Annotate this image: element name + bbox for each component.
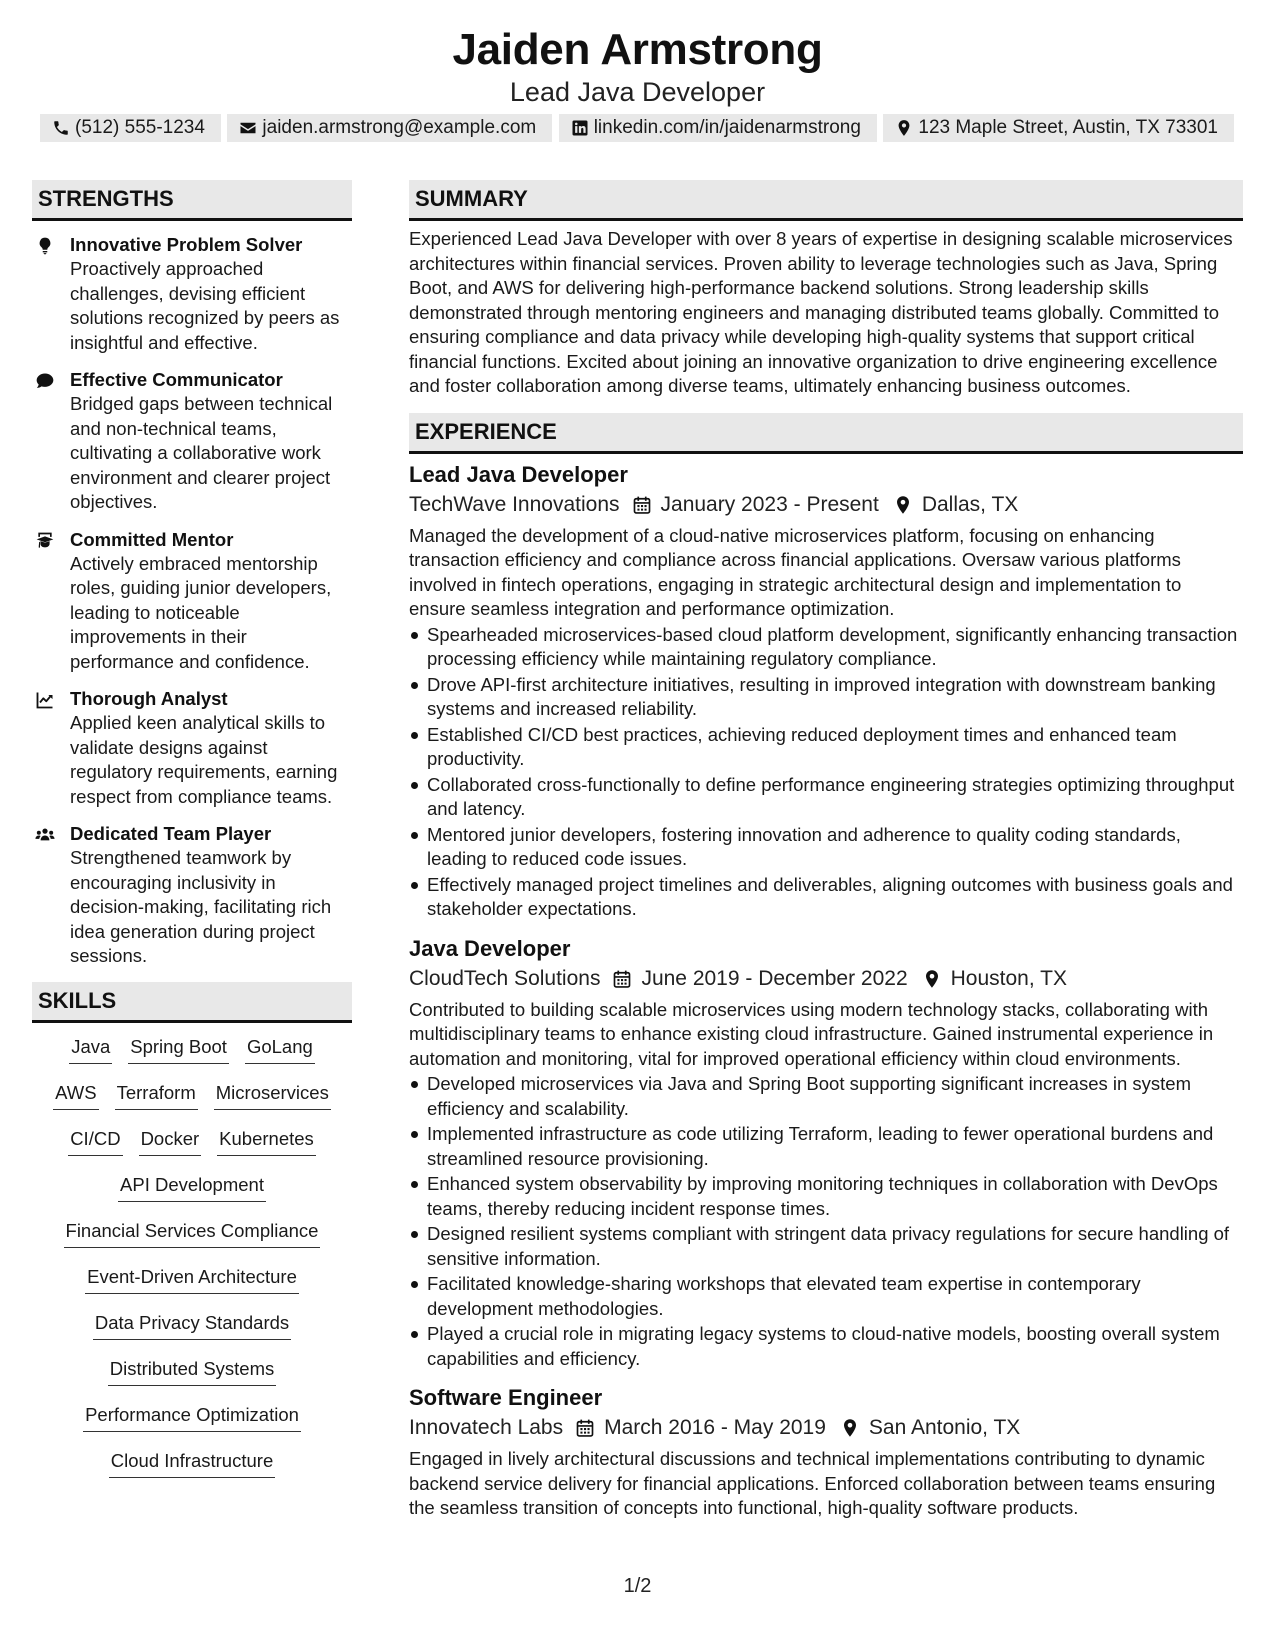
- strengths-list: [32, 233, 352, 969]
- map-pin-icon: [922, 969, 942, 989]
- resume-header: [0, 22, 1275, 108]
- right-column: [409, 180, 1243, 1521]
- page-number: 1/2: [623, 1575, 652, 1597]
- job-bullet: Played a crucial role in migrating legacy systems to cloud-native models, boosting overall system capabilities and efficiency.: [409, 1322, 1243, 1371]
- job-dates: January 2023 - Present: [660, 492, 879, 516]
- candidate-title: Lead Java Developer: [509, 77, 766, 107]
- job-meta: [409, 1413, 1243, 1443]
- strength-item: [32, 822, 352, 969]
- skill-tag: CI/CD: [68, 1127, 122, 1156]
- job-bullet: Facilitated knowledge-sharing workshops that elevated team expertise in contemporary development methodologies.: [409, 1272, 1243, 1321]
- strength-description: Strengthened teamwork by encouraging inclusivity in decision-making, facilitating rich idea generation during project sessions.: [70, 847, 332, 966]
- job-bullets: [409, 1072, 1243, 1371]
- job-meta: [409, 490, 1243, 520]
- job-dates: June 2019 - December 2022: [641, 966, 908, 990]
- phone-icon: [52, 119, 70, 137]
- skill-tag: Financial Services Compliance: [64, 1219, 321, 1248]
- job-bullet: Implemented infrastructure as code utilizing Terraform, leading to fewer operational burdens and streamlined resource provisioning.: [409, 1122, 1243, 1171]
- job-title: Lead Java Developer: [409, 461, 628, 487]
- job-company: CloudTech Solutions: [409, 966, 601, 990]
- strength-title: Innovative Problem Solver: [70, 234, 303, 255]
- job-description: Managed the development of a cloud-native microservices platform, focusing on enhancing transaction efficiency and compliance across financial applications. Oversaw various platforms involved in fintech operations, engaging in strategic architectural design and implementation to ensure seamless integration and performance optimization.: [409, 524, 1182, 619]
- skill-tag: Java: [69, 1035, 112, 1064]
- job-location: Houston, TX: [950, 966, 1067, 990]
- strength-description: Proactively approached challenges, devising efficient solutions recognized by peers as insightful and effective.: [70, 258, 340, 353]
- strength-title: Dedicated Team Player: [70, 823, 272, 844]
- contact-phone[interactable]: [40, 114, 221, 142]
- skill-tag: Distributed Systems: [108, 1357, 277, 1386]
- map-pin-icon: [840, 1418, 860, 1438]
- candidate-name: Jaiden Armstrong: [452, 25, 823, 74]
- left-column: [32, 180, 352, 1495]
- map-pin-icon: [895, 119, 913, 137]
- job-location: Dallas, TX: [921, 492, 1019, 516]
- job-bullet: Mentored junior developers, fostering innovation and adherence to quality coding standards, leading to reduced code issues.: [409, 823, 1243, 872]
- strengths-heading: STRENGTHS: [32, 180, 352, 221]
- strength-item: [32, 687, 352, 809]
- skill-tag: Kubernetes: [217, 1127, 316, 1156]
- job-bullet: Effectively managed project timelines and deliverables, aligning outcomes with business goals and stakeholder expectations.: [409, 873, 1243, 922]
- skill-tag: Data Privacy Standards: [93, 1311, 291, 1340]
- job-meta: [409, 964, 1243, 994]
- job-bullet: Collaborated cross-functionally to define performance engineering strategies optimizing throughput and latency.: [409, 773, 1243, 822]
- job-bullet: Spearheaded microservices-based cloud platform development, significantly enhancing transaction processing efficiency while maintaining regulatory compliance.: [409, 623, 1243, 672]
- skill-tag: Cloud Infrastructure: [109, 1449, 275, 1478]
- calendar-icon: [575, 1418, 595, 1438]
- strength-title: Thorough Analyst: [70, 688, 228, 709]
- skill-tag: Spring Boot: [128, 1035, 229, 1064]
- line-chart-icon: [35, 690, 55, 710]
- graduation-cap-icon: [35, 531, 55, 551]
- strength-item: [32, 528, 352, 675]
- skills-heading: SKILLS: [32, 982, 352, 1023]
- contact-address: [883, 114, 1234, 142]
- job-title: Software Engineer: [409, 1385, 603, 1410]
- job-entry: [409, 460, 1243, 922]
- strength-description: Applied keen analytical skills to validate designs against regulatory requirements, earning respect from compliance teams.: [70, 712, 338, 807]
- contact-linkedin-text: linkedin.com/in/jaidenarmstrong: [593, 117, 861, 138]
- calendar-icon: [612, 969, 632, 989]
- strength-item: [32, 233, 352, 355]
- contact-email-text: jaiden.armstrong@example.com: [262, 117, 537, 138]
- skills-list: [32, 1023, 352, 1495]
- strength-description: Bridged gaps between technical and non-technical teams, cultivating a collaborative work environment and clearer project objectives.: [70, 393, 333, 512]
- skill-tag: Microservices: [214, 1081, 331, 1110]
- job-company: Innovatech Labs: [409, 1416, 564, 1439]
- skill-tag: Terraform: [115, 1081, 198, 1110]
- job-title: Java Developer: [409, 935, 571, 961]
- job-company: TechWave Innovations: [409, 492, 620, 516]
- summary-text: Experienced Lead Java Developer with over 8 years of expertise in designing scalable microservices architectures within financial services. Proven ability to leverage technologies such as Java, Spring Boot, and AWS for delivering high-performance backend solutions. Strong leadership skills demonstrated through mentoring engineers and managing distributed teams globally. Committed to ensuring compliance and data privacy while developing high-quality systems that support critical financial functions. Excited about joining an innovative organization to drive engineering excellence and foster collaboration among diverse teams, ultimately enhancing business outcomes.: [409, 228, 1233, 396]
- job-bullet: Developed microservices via Java and Spring Boot supporting significant increases in system efficiency and scalability.: [409, 1072, 1243, 1121]
- strength-title: Committed Mentor: [70, 528, 234, 550]
- job-entry: [409, 1383, 1243, 1521]
- job-bullet: Established CI/CD best practices, achieving reduced deployment times and enhanced team productivity.: [409, 723, 1243, 772]
- strength-item: [32, 368, 352, 515]
- strength-description: Actively embraced mentorship roles, guiding junior developers, leading to noticeable improvements in their performance and confidence.: [70, 552, 332, 672]
- job-location: San Antonio, TX: [868, 1416, 1021, 1439]
- calendar-icon: [632, 495, 652, 515]
- job-entry: [409, 934, 1243, 1372]
- skill-tag: GoLang: [245, 1035, 315, 1064]
- job-bullet: Enhanced system observability by improving monitoring techniques in collaboration with DevOps teams, thereby reducing incident response times.: [409, 1172, 1243, 1221]
- job-bullets: [409, 623, 1243, 922]
- users-icon: [35, 825, 55, 845]
- job-description: Contributed to building scalable microservices using modern technology stacks, collaborating with multidisciplinary teams to enhance existing cloud infrastructure. Gained instrumental experience in automation and monitoring, vital for improved operational efficiency within cloud environments.: [409, 998, 1214, 1069]
- job-bullet: Designed resilient systems compliant with stringent data privacy regulations for secure handling of sensitive information.: [409, 1222, 1243, 1271]
- job-description: Engaged in lively architectural discussions and technical implementations contributing to dynamic backend service delivery for financial applications. Enforced collaboration between teams ensuring the seamless transition of concepts into functional, high-quality software products.: [409, 1448, 1216, 1518]
- lightbulb-icon: [35, 236, 55, 256]
- strength-title: Effective Communicator: [70, 369, 283, 390]
- job-dates: March 2016 - May 2019: [604, 1416, 826, 1439]
- linkedin-icon: [571, 119, 589, 137]
- map-pin-icon: [893, 495, 913, 515]
- job-bullet: Drove API-first architecture initiatives, resulting in improved integration with downstream banking systems and increased reliability.: [409, 673, 1243, 722]
- contact-address-text: 123 Maple Street, Austin, TX 73301: [918, 117, 1218, 138]
- envelope-icon: [239, 119, 257, 137]
- skill-tag: Event-Driven Architecture: [85, 1265, 299, 1294]
- skill-tag: Performance Optimization: [83, 1403, 301, 1432]
- summary-heading: SUMMARY: [409, 180, 1243, 221]
- contact-bar: [40, 114, 1234, 142]
- contact-phone-text: (512) 555-1234: [75, 117, 205, 138]
- contact-email[interactable]: [227, 114, 552, 142]
- skill-tag: AWS: [53, 1081, 98, 1110]
- speech-bubble-icon: [35, 371, 55, 391]
- skill-tag: Docker: [139, 1127, 202, 1156]
- skill-tag: API Development: [118, 1173, 266, 1202]
- contact-linkedin[interactable]: [559, 114, 877, 142]
- experience-heading: EXPERIENCE: [409, 413, 1243, 454]
